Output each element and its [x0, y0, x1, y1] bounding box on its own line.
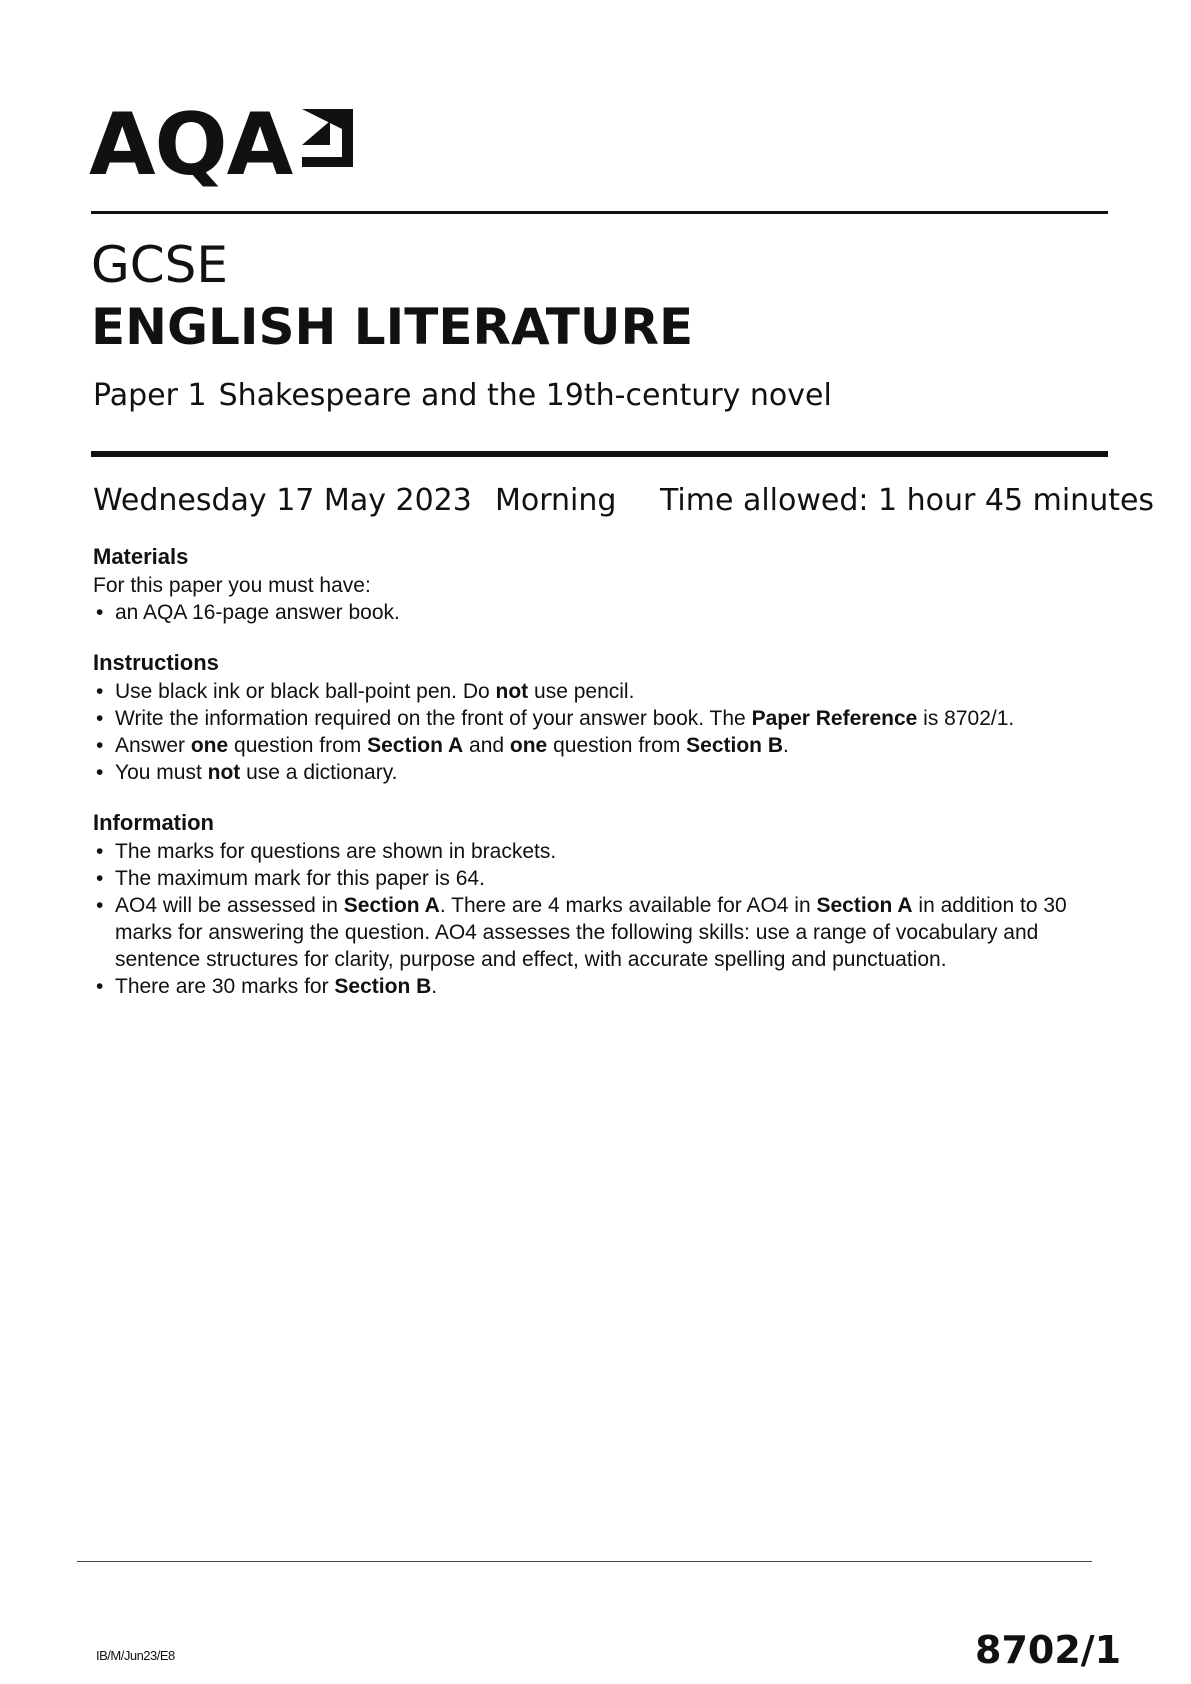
emphasis-text: Section A: [343, 894, 440, 917]
paper-line: [93, 378, 832, 414]
text-run: AO4 will be assessed in: [115, 894, 344, 917]
text-run: .: [431, 975, 438, 998]
emphasis-text: Section B: [686, 734, 784, 757]
text-run: You must: [115, 761, 208, 784]
materials-section: [93, 543, 1093, 626]
text-run: There are 30 marks for: [115, 975, 335, 998]
emphasis-text: not: [495, 680, 529, 703]
instructions-list: [93, 678, 1093, 786]
list-item: [93, 865, 1083, 892]
text-run: The maximum mark for this paper is 64.: [115, 867, 485, 890]
list-item: [93, 892, 1083, 973]
title-rule: [91, 451, 1108, 457]
text-run: and: [463, 734, 510, 757]
paper-number: Paper 1: [93, 378, 207, 413]
list-item: • an AQA 16-page answer book.: [93, 599, 1093, 626]
qualification-title: GCSE: [91, 236, 228, 294]
list-item: [93, 678, 1093, 705]
paper-title: Shakespeare and the 19th-century novel: [218, 378, 832, 413]
text-run: question from: [547, 734, 687, 757]
text-run: question from: [228, 734, 368, 757]
emphasis-text: Paper Reference: [751, 707, 918, 730]
time-allowed: Time allowed: 1 hour 45 minutes: [660, 483, 1155, 518]
text-run: use pencil.: [528, 680, 635, 703]
instructions-section: [93, 649, 1093, 786]
footer-rule: [77, 1561, 1092, 1562]
emphasis-text: Section B: [334, 975, 432, 998]
emphasis-text: not: [207, 761, 241, 784]
aqa-logo: AQA: [89, 95, 293, 195]
footer-reference: IB/M/Jun23/E8: [96, 1648, 175, 1663]
subject-title: ENGLISH LITERATURE: [91, 298, 694, 356]
text-run: The marks for questions are shown in brackets.: [115, 840, 557, 863]
emphasis-text: one: [509, 734, 548, 757]
materials-list: [93, 599, 1093, 626]
emphasis-text: one: [190, 734, 229, 757]
emphasis-text: Section A: [367, 734, 464, 757]
text-run: .: [783, 734, 789, 757]
list-item: [93, 705, 1093, 732]
emphasis-text: Section A: [816, 894, 913, 917]
paper-code: 8702/1: [975, 1628, 1122, 1672]
text-run: Answer: [115, 734, 191, 757]
information-list: [93, 838, 1083, 1000]
text-run: is 8702/1.: [917, 707, 1015, 730]
text-run: use a dictionary.: [240, 761, 398, 784]
header-rule: [91, 211, 1108, 214]
list-item: [93, 973, 1083, 1000]
list-item: [93, 838, 1083, 865]
information-section: [93, 809, 1083, 1000]
information-heading: Information: [93, 810, 214, 835]
exam-session: Morning: [495, 483, 617, 518]
text-run: in addition to 30 marks for answering the question. AO4 assesses the following skills: use a range of vocabulary and sentence structures for clarity, purpose and effect, with accurate spelling and punctuation.: [115, 894, 1067, 971]
list-item: [93, 759, 1093, 786]
exam-date: Wednesday 17 May 2023: [93, 483, 472, 518]
instructions-heading: Instructions: [93, 650, 219, 675]
materials-intro: For this paper you must have:: [93, 574, 371, 597]
list-item: [93, 732, 1093, 759]
materials-heading: Materials: [93, 544, 189, 569]
aqa-tick-mark-icon: [300, 107, 355, 169]
text-run: Write the information required on the front of your answer book. The: [115, 707, 752, 730]
text-run: . There are 4 marks available for AO4 in: [439, 894, 817, 917]
text-run: Use black ink or black ball-point pen. Do: [115, 680, 496, 703]
